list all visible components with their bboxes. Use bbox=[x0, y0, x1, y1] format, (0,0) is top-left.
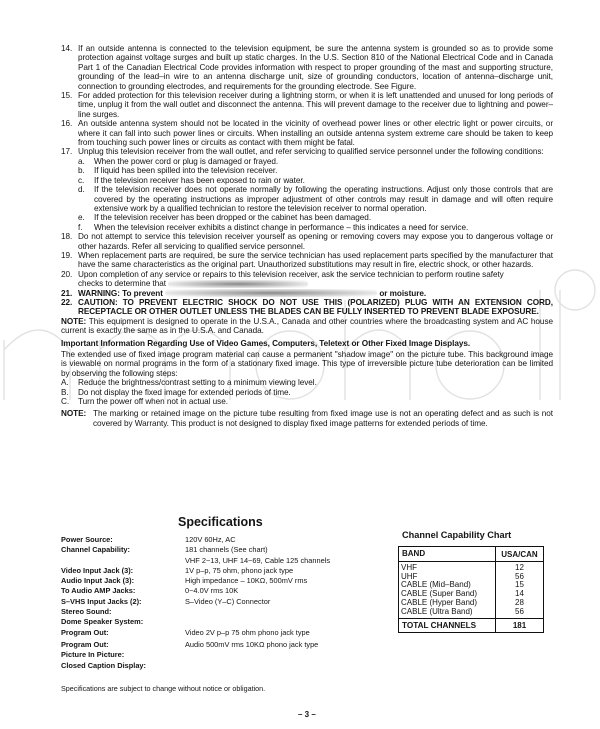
spec-row: Program Out: Video 2V p–p 75 ohm phono jack type bbox=[61, 627, 310, 637]
condition-b: b. If liquid has been spilled into the television receiver. bbox=[78, 166, 278, 176]
fixed-image-body: The extended use of fixed image program material can cause a permanent "shadow image" on the picture tube. This background image is viewable on normal programs in the form of a stationary fixed image. This type of irreversible picture tube deterioration can be limited by observing the following steps: bbox=[61, 350, 553, 378]
condition-c: c. If the television receiver has been exposed to rain or water. bbox=[78, 175, 305, 185]
spec-row: Audio Input Jack (3): High impedance – 10KΩ, 500mV rms bbox=[61, 576, 308, 586]
band-cell: CABLE (Hyper Band) bbox=[401, 597, 478, 607]
condition-e: e. If the television receiver has been dropped or the cabinet has been damaged. bbox=[78, 213, 372, 223]
safety-item-22: 22. CAUTION: TO PREVENT ELECTRIC SHOCK DO NOT USE THIS (POLARIZED) PLUG WITH AN EXTENSION CORD, RECEPTACLE OR OTHER OUTLET UNLESS THE BLADES CAN BE FULLY INSERTED TO PREVENT BLADE EXPOSURE. bbox=[61, 297, 553, 317]
count-cell: 14 bbox=[515, 589, 524, 599]
step-c: C. Turn the power off when not in actual use. bbox=[61, 397, 228, 407]
page-number: – 3 – bbox=[298, 710, 316, 719]
channel-chart-title: Channel Capability Chart bbox=[402, 530, 512, 540]
condition-a: a. When the power cord or plug is damaged or frayed. bbox=[78, 156, 279, 166]
spec-row: Closed Caption Display: bbox=[61, 660, 147, 670]
band-cell: CABLE (Mid–Band) bbox=[401, 580, 471, 590]
spec-row: Video Input Jack (3): 1V p–p, 75 ohm, phono jack type bbox=[61, 565, 294, 575]
table-total-row: TOTAL CHANNELS 181 bbox=[399, 618, 543, 632]
condition-d: d. If the television receiver does not operate normally by following the operating instructions. Adjust only those controls that are covered by the operating instructions as improper adjustment of other controls may result in damage and will often require extensive work by a qualified technician to restore the television receiver to normal operation. bbox=[78, 185, 553, 213]
count-cell: 15 bbox=[515, 580, 524, 590]
table-body bbox=[399, 562, 543, 618]
spec-row: Channel Capability: 181 channels (See chart) bbox=[61, 545, 268, 555]
step-b: B. Do not display the fixed image for extended periods of time. bbox=[61, 387, 291, 397]
note-fixed-image: NOTE: The marking or retained image on the picture tube resulting from fixed image use is not an operating defect and as such is not covered by Warranty. This product is not designed to display fixed image patterns for extended periods of time. bbox=[61, 409, 553, 428]
safety-item-14: 14. If an outside antenna is connected to the television equipment, be sure the antenna system is grounded so as to provide some protection against voltage surges and built up static charges. In the U.S. Section 810 of the National Electrical Code and in Canada Part 1 of the Canadian Electrical Code provides information with respect to proper grounding of the mast and supporting structure, grounding of the lead–in wire to an antenna discharge unit, size of grounding conductors, location of antenna–discharge unit, connection to grounding electrodes, and requirements for the grounding electrode. See Figure. bbox=[61, 44, 553, 91]
count-cell: 56 bbox=[515, 606, 524, 616]
condition-f: f. When the television receiver exhibits a distinct change in performance – this indicates a need for service. bbox=[78, 222, 469, 232]
spec-row: Program Out: Audio 500mV rms 10KΩ phono jack type bbox=[61, 639, 319, 649]
spec-row: Picture In Picture: bbox=[61, 650, 125, 660]
safety-item-21: 21. WARNING: To prevent or moisture. bbox=[61, 288, 427, 298]
table-header: BAND USA/CAN bbox=[399, 547, 543, 562]
note-equipment: NOTE: This equipment is designed to operate in the U.S.A., Canada and other countries where the broadcasting system and AC house current is exactly the same as in the U.S.A. and Canada. bbox=[61, 316, 553, 336]
safety-item-18: 18. Do not attempt to service this television receiver yourself as opening or removing covers may expose you to dangerous voltage or other hazards. Refer all servicing to qualified service personnel. bbox=[61, 232, 553, 251]
spec-row: S–VHS Input Jacks (2): S–Video (Y–C) Connector bbox=[61, 596, 271, 606]
spec-row: Power Source: 120V 60Hz, AC bbox=[61, 535, 236, 544]
spec-row: Dome Speaker System: bbox=[61, 617, 144, 627]
specifications-list bbox=[61, 535, 391, 671]
safety-item-17: 17. Unplug this television receiver from the wall outlet, and refer servicing to qualified service personnel under the following conditions: bbox=[61, 147, 544, 157]
count-cell: 56 bbox=[515, 571, 524, 581]
spec-row: To Audio AMP Jacks: 0~4.0V rms 10K bbox=[61, 586, 239, 596]
fixed-image-heading: Important Information Regarding Use of Video Games, Computers, Teletext or Other Fixed Image Displays. bbox=[61, 338, 471, 348]
safety-instructions bbox=[61, 44, 553, 428]
band-cell: VHF bbox=[401, 563, 417, 572]
specifications-title: Specifications bbox=[178, 515, 263, 529]
smudged-text bbox=[168, 280, 308, 288]
specifications-disclaimer: Specifications are subject to change without notice or obligation. bbox=[61, 684, 266, 693]
safety-item-19: 19. When replacement parts are required, be sure the service technician has used replacement parts specified by the manufacturer that have the same characteristics as the original part. Unauthorized substitutions may result in fire, electric shock, or other hazards. bbox=[61, 250, 553, 270]
band-cell: CABLE (Super Band) bbox=[401, 589, 478, 599]
safety-item-16: 16. An outside antenna system should not be located in the vicinity of overhead power lines or other electric light or power circuits, or where it can fall into such power lines or circuits. When installing an outside antenna system extreme care should be taken to keep from touching such power lines or circuits as contact with them might be fatal. bbox=[61, 119, 553, 148]
band-cell: CABLE (Ultra Band) bbox=[401, 606, 473, 616]
smudged-text bbox=[165, 289, 377, 297]
safety-item-15: 15. For added protection for this television receiver during a lightning storm, or when it is left unattended and unused for long periods of time, unplug it from the wall outlet and disconnect the antenna. This will prevent damage to the receiver due to lightning and power–line surges. bbox=[61, 91, 553, 119]
spec-row: Stereo Sound: bbox=[61, 607, 112, 617]
count-cell: 28 bbox=[515, 597, 524, 607]
channel-capability-table bbox=[398, 546, 544, 633]
band-cell: UHF bbox=[401, 571, 418, 581]
safety-item-20: 20. Upon completion of any service or repairs to this television receiver, ask the service technician to perform routine safety checks to determine that bbox=[61, 269, 504, 289]
count-cell: 12 bbox=[515, 563, 524, 572]
spec-row: VHF 2~13, UHF 14~69, Cable 125 channels bbox=[185, 555, 331, 565]
step-a: A. Reduce the brightness/contrast setting to a minimum viewing level. bbox=[61, 378, 317, 388]
